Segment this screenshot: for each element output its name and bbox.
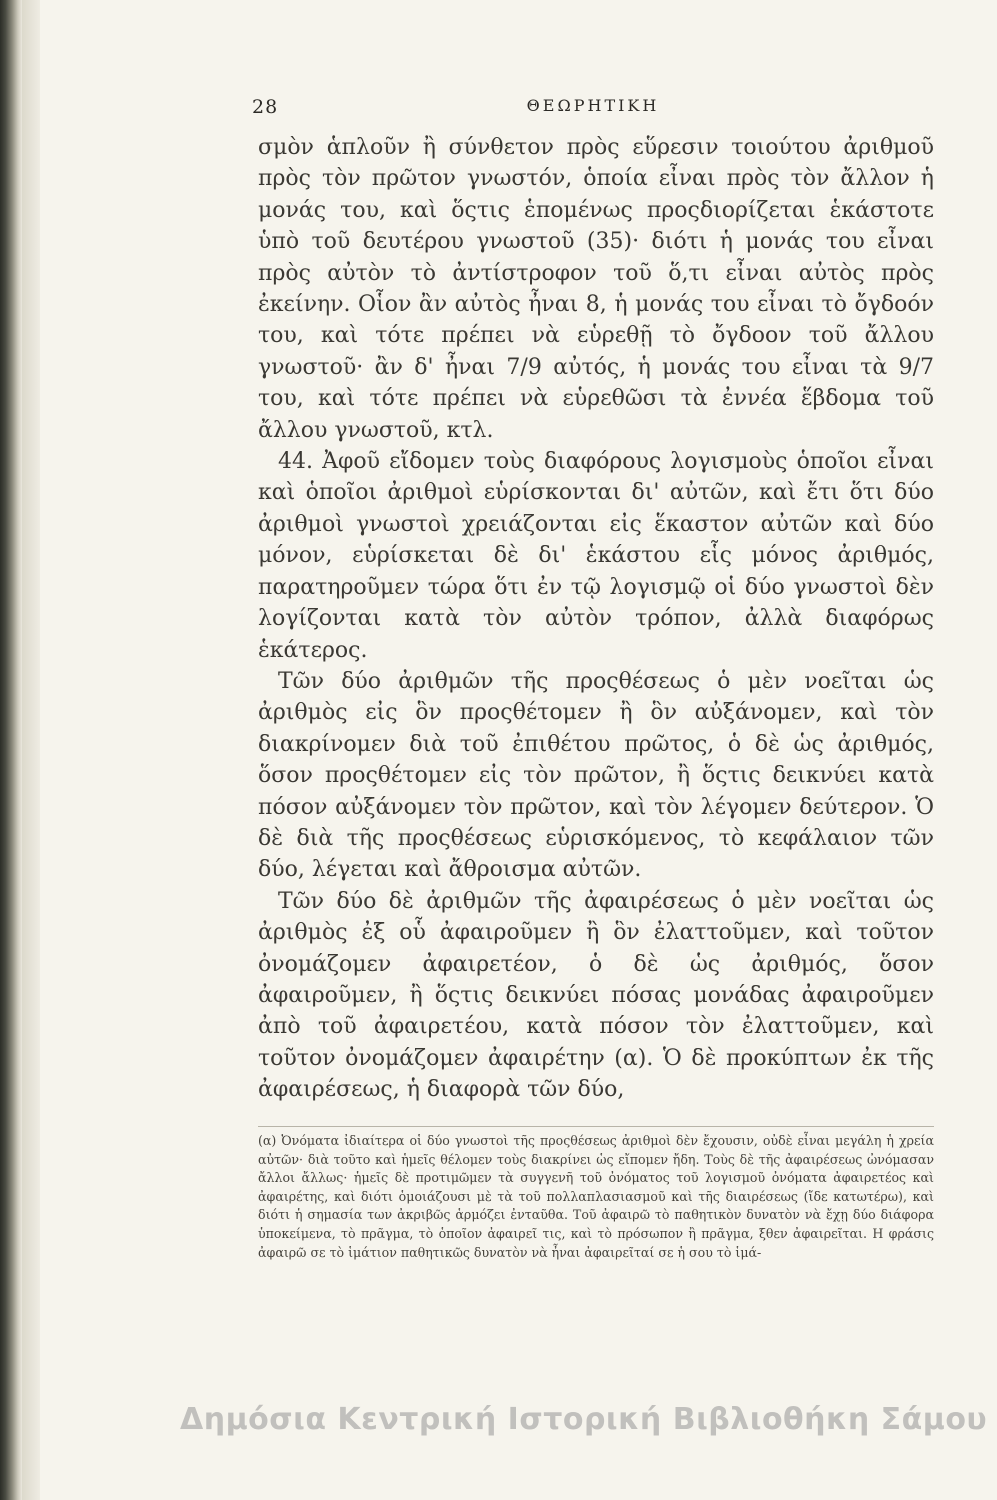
footnote-divider xyxy=(258,1126,934,1127)
library-watermark: Δημόσια Κεντρική Ιστορική Βιβλιοθήκη Σάμου xyxy=(180,1402,988,1437)
paragraph-subtraction: Τῶν δύο δὲ ἀριθμῶν τῆς ἀφαιρέσεως ὁ μὲν νοεῖται ὡς ἀριθμὸς ἐξ οὗ ἀφαιροῦμεν ἢ ὃν ἐλαττοῦμεν, καὶ τοῦτον ὀνομάζομεν ἀφαιρετέον, ὁ δὲ ὡς ἀριθμός, ὅσον ἀφαιροῦμεν, ἢ ὅςτις δεικνύει πόσας μονάδας ἀφαιροῦμεν ἀπὸ τοῦ ἀφαιρετέου, κατὰ πόσον τὸν ἐλαττοῦμεν, καὶ τοῦτον ὀνομάζομεν ἀφαιρέτην (α). Ὁ δὲ προκύπτων ἐκ τῆς ἀφαιρέσεως, ἡ διαφορὰ τῶν δύο, xyxy=(258,888,934,1103)
page-header xyxy=(252,96,934,126)
body-text xyxy=(258,132,934,1106)
running-title: ΘΕΩΡΗΤΙΚΗ xyxy=(526,96,660,115)
book-spine xyxy=(0,0,22,1500)
footnote-text: (α) Ὀνόματα ἰδιαίτερα οἱ δύο γνωστοὶ τῆς προςθέσεως ἀριθμοὶ δὲν ἔχουσιν, οὐδὲ εἶναι μεγάλη ἡ χρεία αὐτῶν· διὰ τοῦτο καὶ ἡμεῖς θέλομεν τοὺς διακρίνει ὡς εἴπομεν ἤδη. Τοὺς δὲ τῆς ἀφαιρέσεως ὠνόμασαν ἄλλοι ἄλλως· ἡμεῖς δὲ προτιμῶμεν τὰ συγγενῆ τοῦ ὀνόματος τοῦ λογισμοῦ ὀνόματα ἀφαιρετέος καὶ ἀφαιρέτης, καὶ διότι ὁμοιάζουσι μὲ τὰ τοῦ πολλαπλασιασμοῦ καὶ τῆς διαιρέσεως (ἴδε κατωτέρω), καὶ διότι ἡ σημασία των ἀκριβῶς ἁρμόζει ἐνταῦθα. Τοῦ ἀφαιρῶ τὸ παθητικὸν δυνατὸν νὰ ἔχῃ δύο διάφορα ὑποκείμενα, τὸ πρᾶγμα, τὸ ὁποῖον ἀφαιρεῖ τις, καὶ τὸ πρόσωπον ἢ πρᾶγμα, ξθεν ἀφαιρεῖται. Η φράσις ἀφαιρῶ σε τὸ ἱμάτιον παθητικῶς δυνατὸν νὰ ἦναι ἀφαιρεῖταί σε ἡ σου τὸ ἱμά- xyxy=(258,1133,934,1260)
page-gutter xyxy=(22,0,40,1500)
footnote xyxy=(258,1132,934,1262)
paragraph-addition: Τῶν δύο ἀριθμῶν τῆς προςθέσεως ὁ μὲν νοεῖται ὡς ἀριθμὸς εἰς ὃν προςθέτομεν ἢ ὃν αὐξάνομεν, καὶ τὸν διακρίνομεν διὰ τοῦ ἐπιθέτου πρῶτος, ὁ δὲ ὡς ἀριθμός, ὅσον προςθέτομεν εἰς τὸν πρῶτον, ἢ ὅςτις δεικνύει κατὰ πόσον αὐξάνομεν τὸν πρῶτον, καὶ τὸν λέγομεν δεύτερον. Ὁ δὲ διὰ τῆς προςθέσεως εὑρισκόμενος, τὸ κεφάλαιον τῶν δύο, λέγεται καὶ ἄθροισμα αὐτῶν. xyxy=(258,668,934,883)
paragraph-section-44: 44. Ἀφοῦ εἴδομεν τοὺς διαφόρους λογισμοὺς ὁποῖοι εἶναι καὶ ὁποῖοι ἀριθμοὶ εὑρίσκονται δι' αὐτῶν, καὶ ἔτι ὅτι δύο ἀριθμοὶ γνωστοὶ χρειάζονται εἰς ἕκαστον αὐτῶν καὶ δύο μόνον, εὑρίσκεται δὲ δι' ἑκάστου εἷς μόνος ἀριθμός, παρατηροῦμεν τώρα ὅτι ἐν τῷ λογισμῷ οἱ δύο γνωστοὶ δὲν λογίζονται κατὰ τὸν αὐτὸν τρόπον, ἀλλὰ διαφόρως ἑκάτερος. xyxy=(258,449,934,663)
page-number: 28 xyxy=(252,96,279,118)
paragraph-continuation: σμὸν ἁπλοῦν ἢ σύνθετον πρὸς εὕρεσιν τοιούτου ἀριθμοῦ πρὸς τὸν πρῶτον γνωστόν, ὁποία εἶναι πρὸς τὸν ἄλλον ἡ μονάς του, καὶ ὅςτις ἑπομένως προςδιορίζεται ἑκάστοτε ὑπὸ τοῦ δευτέρου γνωστοῦ (35)· διότι ἡ μονάς του εἶναι πρὸς αὐτὸν τὸ ἀντίστροφον τοῦ ὅ,τι εἶναι αὐτὸς πρὸς ἐκείνην. Οἷον ἂν αὐτὸς ἦναι 8, ἡ μονάς του εἶναι τὸ ὄγδοόν του, καὶ τότε πρέπει νὰ εὑρεθῇ τὸ ὄγδοον τοῦ ἄλλου γνωστοῦ· ἂν δ' ἦναι 7/9 αὐτός, ἡ μονάς του εἶναι τὰ 9/7 του, καὶ τότε πρέπει νὰ εὑρεθῶσι τὰ ἐννέα ἕβδομα τοῦ ἄλλου γνωστοῦ, κτλ. xyxy=(258,135,934,443)
